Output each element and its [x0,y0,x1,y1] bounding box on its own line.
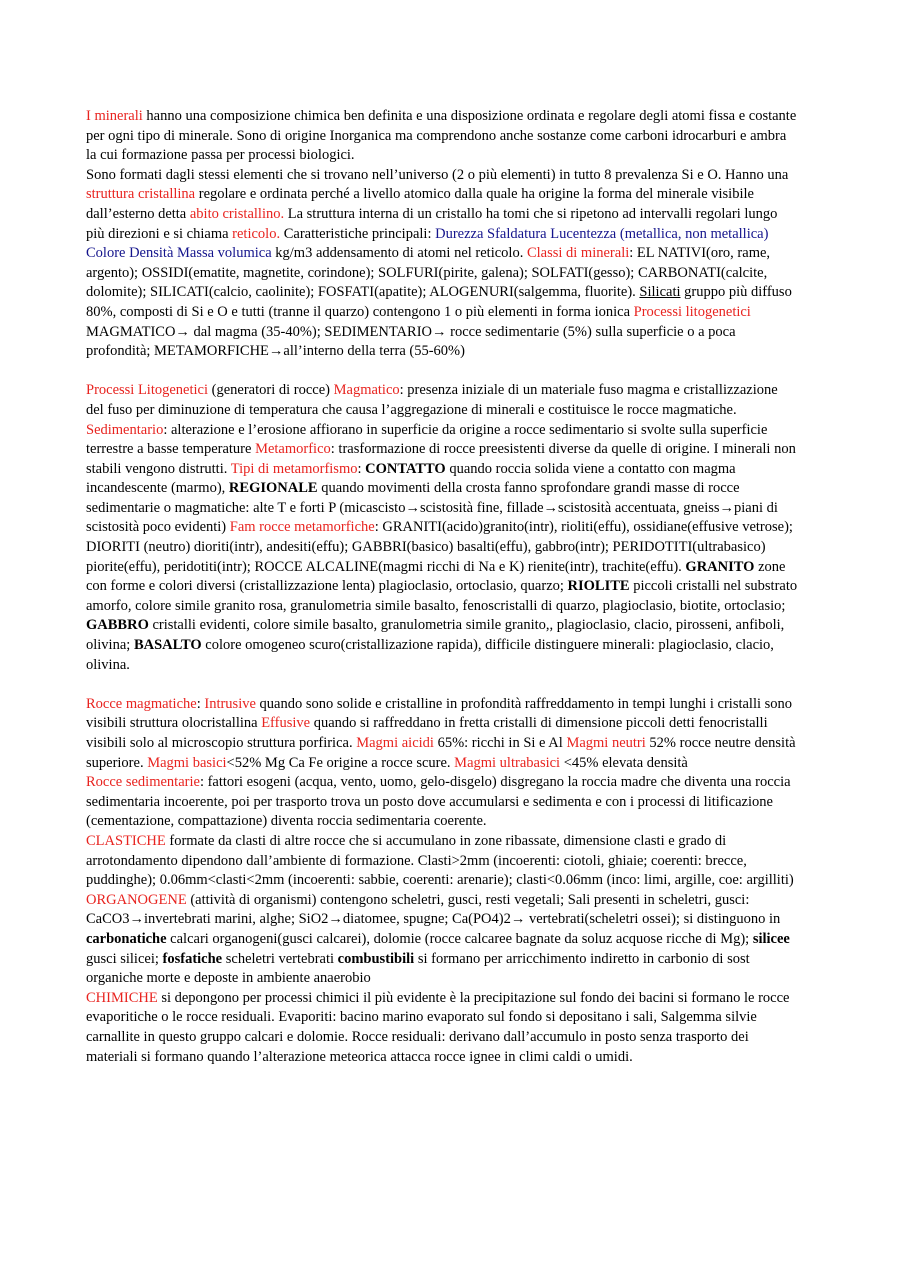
text-run: si depongono per processi chimici il più evidente è la precipitazione sul fondo dei bacini si formano le rocce evaporitiche o le rocce residuali. Evaporiti: bacino marino evaporato sul fondo si depositano i sali, Salgemma silvie carnallite in questo gruppo calcari e dolomie. Rocce residuali: derivano dall’accumulo in posto senza trasporto dei materiali si formano quando l’alterazione meteorica attacca rocce ignee in climi caldi o umidi. [86,989,790,1065]
text-run: 65%: ricchi in Si e Al [433,735,567,751]
highlighted-term: Processi litogenetici [633,303,751,320]
bold-term: GABBRO [86,617,149,634]
text-run: hanno una composizione chimica ben definita e una disposizione ordinata e regolare degli atomi fissa e costante per ogni tipo di minerale. Sono di origine Inorganica ma comprendono anche sostanze come carboni idrocarburi e ambra la cui formazione passa per processi biologici. [86,108,797,164]
paragraph [86,832,798,891]
highlighted-term: Magmatico [333,382,400,399]
highlighted-term: Magmi ultrabasici [454,754,561,771]
paragraph [86,891,798,989]
highlighted-term: struttura cristallina [86,186,196,203]
highlighted-term: Rocce sedimentarie [86,774,200,791]
bold-term: CONTATTO [365,460,446,477]
text-run: gusci silicei; [86,950,163,967]
text-run: quando sono solide e cristalline in profondità raffreddamento in tempi lunghi i cristalli sono visibili struttura olocristallina [86,695,793,732]
bold-term: RIOLITE [567,578,630,595]
highlighted-term: I minerali [86,108,143,124]
paragraph [86,107,798,166]
bold-term: silicee [752,930,790,947]
text-run: si formano per arricchimento indiretto in carbonio di sost organiche morte e deposte in ambiente anaerobio [86,950,750,987]
text-run: scheletri vertebrati [222,950,338,967]
text-run: quando si raffreddano in fretta cristalli di dimensione piccoli detti fenocristalli visibili solo al microscopio struttura porfirica. [86,715,768,751]
text-run: zone con forme e colori diversi (cristallizzazione lenta) plagioclasio, ortoclasio, quarzo; [86,558,786,595]
text-run: colore omogeneo scuro(cristallizazione rapida), difficile distinguere minerali: plagioclasio, clacio, olivina. [86,637,774,673]
text-run: quando movimenti della crosta fanno sprofondare grandi masse di rocce sedimentarie o magmatiche: alte T e forti P (micascisto→scistosità fine, fillade→scistosità accentuata, gneiss→piani di scistosità poco evidenti) [86,480,778,536]
text-run: : [357,460,366,477]
highlighted-term: Magmi aicidi [356,735,434,751]
text-run: Sono formati dagli stessi elementi che si trovano nell’universo (2 o più elementi) in tutto 8 prevalenza Si e O. Hanno una [86,166,789,183]
highlighted-term: ORGANOGENE [86,891,187,908]
text-run: : [196,695,205,712]
highlighted-term: Effusive [261,715,311,732]
text-run: MAGMATICO→ dal magma (35-40%); SEDIMENTARIO→ rocce sedimentarie (5%) sulla superficie o a poca profondità; METAMORFICHE→all’interno della terra (55-60%) [86,323,736,360]
paragraph [86,381,798,675]
highlighted-term: Fam rocce metamorfiche [229,519,375,536]
bold-term: BASALTO [133,637,202,654]
text-run: La struttura interna di un cristallo ha tomi che si ripetono ad intervalli regolari lungo più direzioni e si chiama [86,205,778,242]
text-run: Caratteristiche principali: [280,225,436,242]
text-run: : alterazione e l’erosione affiorano in superficie da origine a rocce sedimentario si svolte sulla superficie terrestre a basse temperature [86,421,768,458]
highlighted-term: Sedimentario [86,421,164,438]
text-run: (generatori di rocce) [208,382,334,399]
text-run: : trasformazione di rocce preesistenti diverse da quelle di origine. I minerali non stabili vengono distrutti. [86,441,796,477]
text-run: regolare e ordinata perché a livello atomico dalla quale ha origine la forma del minerale visibile dall’esterno detta [86,186,754,222]
highlighted-term: Processi Litogenetici [86,382,209,399]
highlighted-term: abito cristallino. [189,205,285,222]
text-run: kg/m3 addensamento di atomi nel reticolo. [271,245,527,262]
bold-term: REGIONALE [228,480,318,497]
paragraph [86,166,798,362]
highlighted-term: Magmi neutri [566,735,646,751]
paragraph-spacer [86,675,798,695]
text-run: formate da clasti di altre rocce che si accumulano in zone ribassate, dimensione clasti e grado di arrotondamento dipendono dall’ambiente di formazione. Clasti>2mm (incoerenti: ciotoli, ghiaie; coerenti: brecce, puddinghe); 0.06mm<clasti<2mm (incoerenti: sabbie, coerenti: arenarie); clasti<0.06mm (inco: limi, argille, coe: argilliti) [86,832,794,889]
highlighted-term: reticolo. [232,225,281,242]
paragraph [86,773,798,832]
text-run: gruppo più diffuso 80%, composti di Si e O e tutti (tranne il quarzo) contengono 1 o più elementi in forma ionica [86,284,792,320]
text-run: piccoli cristalli nel substrato amorfo, colore simile granito rosa, granulometria simile basalto, fenoscristalli di quarzo, plagioclasio, biotite, ortoclasio; [86,578,798,614]
text-run: : EL NATIVI(oro, rame, argento); OSSIDI(ematite, magnetite, corindone); SOLFURI(pirite, galena); SOLFATI(gesso); CARBONATI(calcite, dolomite); SILICATI(calcio, caolinite); FOSFATI(apatite); ALOGENURI(salgemma, fluorite). [86,245,771,301]
bold-term: fosfatiche [162,950,223,967]
paragraph-spacer [86,362,798,382]
highlighted-term: CHIMICHE [86,989,158,1006]
highlighted-term: Metamorfico [255,441,331,458]
paragraph [86,695,798,773]
highlighted-term: CLASTICHE [86,832,166,849]
text-run: : presenza iniziale di un materiale fuso magma e cristallizzazione del fuso per diminuzione di temperatura che causa l’aggregazione di minerali e costituisce le rocce magmatiche. [86,382,778,418]
text-run: cristalli evidenti, colore simile basalto, granulometria simile granito,, plagioclasio, clacio, pirosseni, anfiboli, olivina; [86,617,785,654]
highlighted-term: Tipi di metamorfismo [230,460,358,477]
bold-term: combustibili [337,950,415,967]
bold-term: GRANITO [685,558,755,575]
bold-term: carbonatiche [86,930,167,947]
document-page [86,107,798,1067]
text-run: quando roccia solida viene a contatto con magma incandescente (marmo), [86,460,736,497]
highlighted-term: Magmi basici [147,754,227,771]
underlined-term: Silicati [639,284,681,301]
highlighted-term: Rocce magmatiche [86,695,197,712]
highlighted-term: Classi di minerali [526,245,630,262]
paragraph [86,989,798,1067]
text-run: (attività di organismi) contengono scheletri, gusci, resti vegetali; Sali presenti in scheletri, gusci: CaCO3→invertebrati marini, alghe; SiO2→diatomee, spugne; Ca(PO4)2→ vertebrati(scheletri ossei); si distinguono in [86,891,781,928]
text-run: calcari organogeni(gusci calcarei), dolomie (rocce calcaree bagnate da soluz acquose ricche di Mg); [166,930,753,947]
highlighted-term: Intrusive [204,695,256,712]
text-run: 52% rocce neutre densità superiore. [86,735,796,771]
text-run: : fattori esogeni (acqua, vento, uomo, gelo-disgelo) disgregano la roccia madre che diventa una roccia sedimentaria incoerente, poi per trasporto trova un posto dove accumularsi e sedimenta e con i processi di litificazione (cementazione, compattazione) diventa roccia sedimentaria coerente. [86,774,791,830]
text-run: <45% elevata densità [560,754,688,771]
text-run: <52% Mg Ca Fe origine a rocce scure. [226,754,455,771]
properties-list: Durezza Sfaldatura Lucentezza (metallica, non metallica) Colore Densità Massa volumica [86,225,769,262]
text-run: : GRANITI(acido)granito(intr), rioliti(effu), ossidiane(effusive vetrose); DIORITI (neutro) dioriti(intr), andesiti(effu); GABBRI(basico) basalti(effu), gabbro(intr); PERIDOTITI(ultrabasico) piorite(effu), peridotiti(intr); ROCCE ALCALINE(magmi ricchi di Na e K) rienite(intr), trachite(effu). [86,519,793,575]
